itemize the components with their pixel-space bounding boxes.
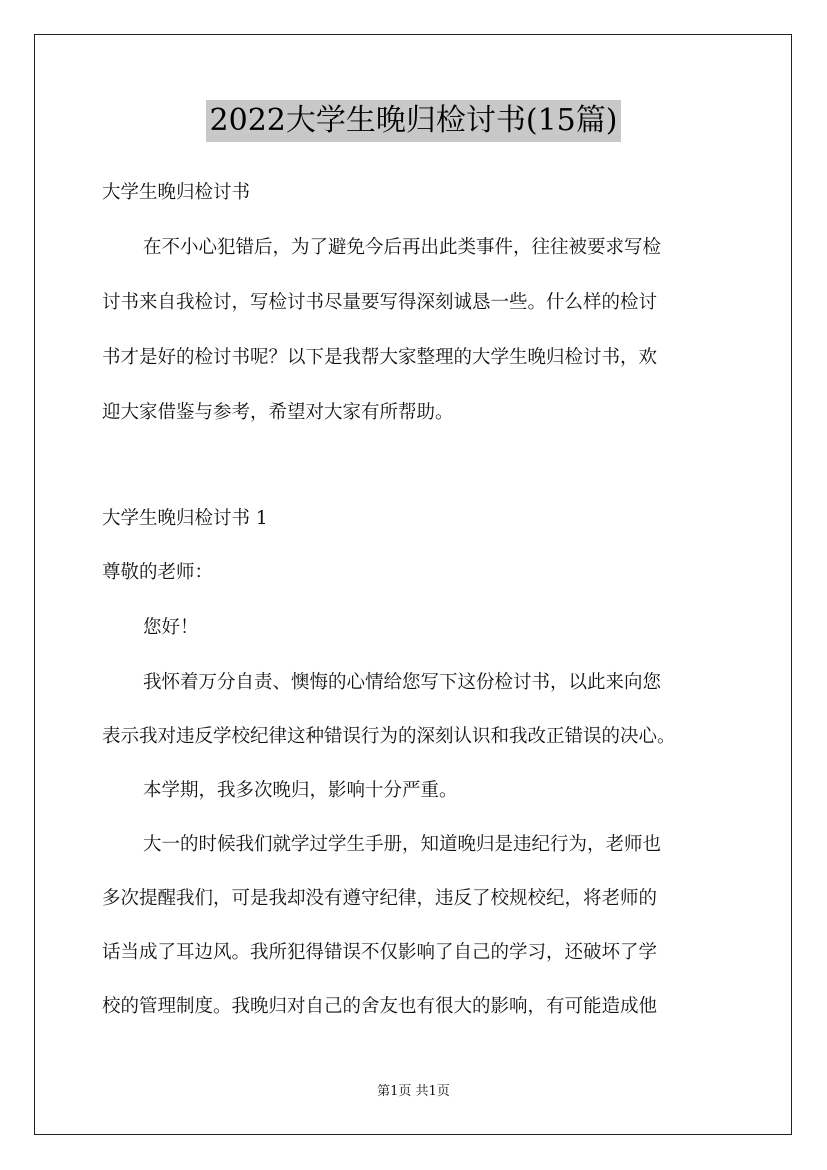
section-heading: 大学生晚归检讨书 1 xyxy=(102,508,268,529)
paragraph-line: 多次提醒我们，可是我却没有遵守纪律，违反了校规校纪，将老师的 xyxy=(102,888,658,909)
document-title: 2022大学生晚归检讨书(15篇) xyxy=(206,100,622,142)
title-container xyxy=(0,100,827,142)
section-heading: 大学生晚归检讨书 xyxy=(102,182,251,203)
paragraph-line: 话当成了耳边风。我所犯得错误不仅影响了自己的学习，还破坏了学 xyxy=(102,942,658,963)
paragraph-line: 表示我对违反学校纪律这种错误行为的深刻认识和我改正错误的决心。 xyxy=(102,726,676,747)
paragraph-line: 书才是好的检讨书呢？以下是我帮大家整理的大学生晚归检讨书，欢 xyxy=(102,347,658,368)
paragraph-line: 在不小心犯错后，为了避免今后再出此类事件，往往被要求写检 xyxy=(143,237,662,258)
paragraph-line: 迎大家借鉴与参考，希望对大家有所帮助。 xyxy=(102,402,454,423)
greeting: 您好！ xyxy=(143,617,199,638)
paragraph-line: 本学期，我多次晚归，影响十分严重。 xyxy=(143,780,458,801)
page-footer: 第1页 共1页 xyxy=(377,1084,450,1099)
paragraph-line: 讨书来自我检讨，写检讨书尽量要写得深刻诚恳一些。什么样的检讨 xyxy=(102,292,658,313)
paragraph-line: 校的管理制度。我晚归对自己的舍友也有很大的影响，有可能造成他 xyxy=(102,996,658,1017)
paragraph-line: 我怀着万分自责、懊悔的心情给您写下这份检讨书，以此来向您 xyxy=(143,672,662,693)
paragraph-line: 大一的时候我们就学过学生手册，知道晚归是违纪行为，老师也 xyxy=(143,834,662,855)
salutation: 尊敬的老师： xyxy=(102,562,214,583)
